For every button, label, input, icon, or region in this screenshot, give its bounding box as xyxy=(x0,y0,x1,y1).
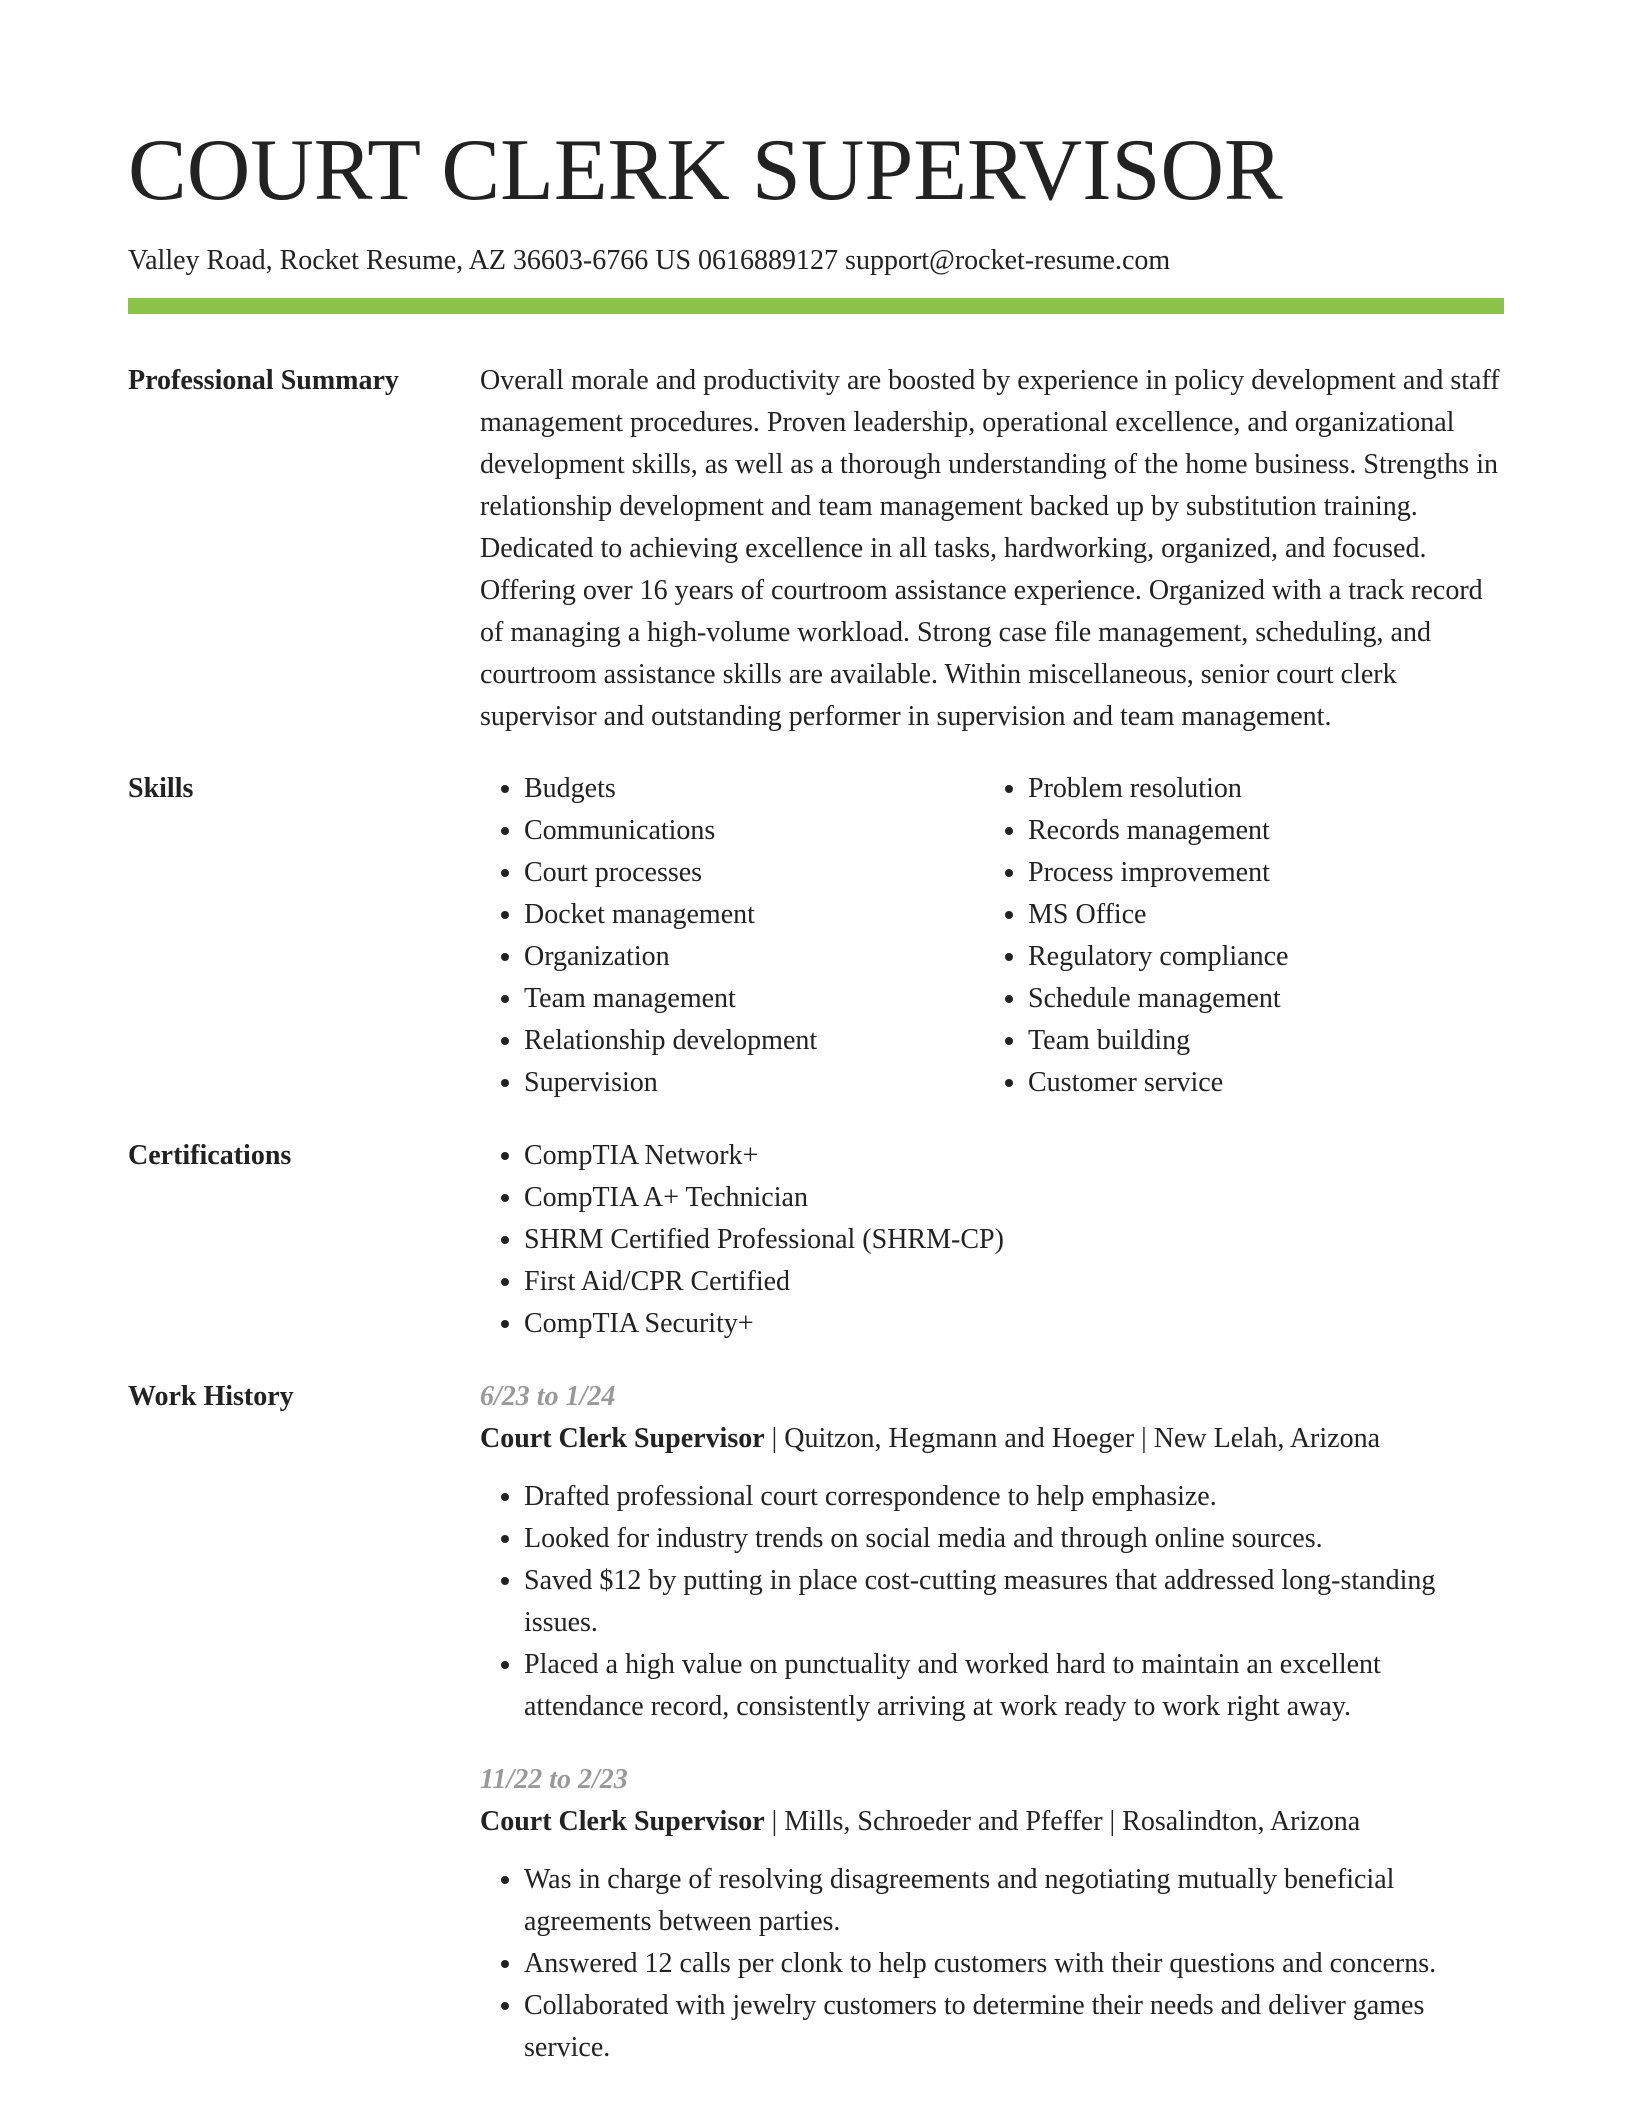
section-title-certifications: Certifications xyxy=(128,1140,292,1171)
skill-item: • Problem resolution xyxy=(1028,768,1488,810)
job-bullets xyxy=(480,1476,1504,1728)
skill-item: • MS Office xyxy=(1028,894,1488,936)
section-title-skills: Skills xyxy=(128,773,194,804)
skill-item: • Team building xyxy=(1028,1020,1488,1062)
job-details: | Mills, Schroeder and Pfeffer | Rosalindton, Arizona xyxy=(764,1806,1361,1837)
skills-column-right xyxy=(984,768,1488,1104)
skill-item: • Process improvement xyxy=(1028,852,1488,894)
job-entry xyxy=(480,1376,1504,1728)
job-title: Court Clerk Supervisor xyxy=(480,1423,765,1454)
skills-body xyxy=(480,768,1504,1104)
skill-item: • Customer service xyxy=(1028,1062,1488,1104)
skill-item: • Regulatory compliance xyxy=(1028,936,1488,978)
certification-item: • First Aid/CPR Certified xyxy=(524,1261,1504,1303)
skill-item: • Organization xyxy=(524,936,984,978)
job-bullet: • Collaborated with jewelry customers to determine their needs and deliver games service. xyxy=(524,1985,1504,2069)
skills-list-right xyxy=(984,768,1488,1104)
job-dates: 11/22 to 2/23 xyxy=(480,1764,628,1795)
certifications-list xyxy=(480,1135,1504,1345)
skill-item: • Docket management xyxy=(524,894,984,936)
job-bullet: • Saved $12 by putting in place cost-cutting measures that addressed long-standing issues. xyxy=(524,1560,1504,1644)
skill-item: • Schedule management xyxy=(1028,978,1488,1020)
job-dates: 6/23 to 1/24 xyxy=(480,1381,616,1412)
skill-item: • Supervision xyxy=(524,1062,984,1104)
skill-item: • Team management xyxy=(524,978,984,1020)
section-title-summary: Professional Summary xyxy=(128,365,399,396)
contact-line: Valley Road, Rocket Resume, AZ 36603-6766 US 0616889127 support@rocket-resume.com xyxy=(128,245,1171,276)
skill-item: • Relationship development xyxy=(524,1020,984,1062)
skills-list-left xyxy=(480,768,984,1104)
resume-page xyxy=(128,0,1504,2069)
resume-name: COURT CLERK SUPERVISOR xyxy=(128,122,1283,219)
certification-item: • SHRM Certified Professional (SHRM-CP) xyxy=(524,1219,1504,1261)
accent-divider xyxy=(128,298,1504,314)
job-details: | Quitzon, Hegmann and Hoeger | New Lelah, Arizona xyxy=(764,1423,1380,1454)
job-heading xyxy=(480,1418,1504,1460)
skill-item: • Budgets xyxy=(524,768,984,810)
job-bullet: • Placed a high value on punctuality and worked hard to maintain an excellent attendance record, consistently arriving at work ready to work right away. xyxy=(524,1644,1504,1728)
certification-item: • CompTIA A+ Technician xyxy=(524,1177,1504,1219)
job-title: Court Clerk Supervisor xyxy=(480,1806,765,1837)
work-history-body xyxy=(480,1376,1504,2069)
summary-section xyxy=(128,360,1504,738)
job-bullet: • Was in charge of resolving disagreements and negotiating mutually beneficial agreements between parties. xyxy=(524,1859,1504,1943)
job-entry xyxy=(480,1759,1504,2069)
certification-item: • CompTIA Network+ xyxy=(524,1135,1504,1177)
job-bullets xyxy=(480,1859,1504,2069)
skill-item: • Records management xyxy=(1028,810,1488,852)
skill-item: • Court processes xyxy=(524,852,984,894)
skill-item: • Communications xyxy=(524,810,984,852)
work-history-section xyxy=(128,1376,1504,2069)
certification-item: • CompTIA Security+ xyxy=(524,1303,1504,1345)
summary-body xyxy=(480,360,1504,738)
job-bullet: • Drafted professional court correspondence to help emphasize. xyxy=(524,1476,1504,1518)
skills-section xyxy=(128,768,1504,1104)
certifications-section xyxy=(128,1135,1504,1345)
skills-column-left xyxy=(480,768,984,1104)
section-title-work-history: Work History xyxy=(128,1381,294,1412)
job-heading xyxy=(480,1801,1504,1843)
summary-text: Overall morale and productivity are boosted by experience in policy development and staff management procedures. Proven leadership, operational excellence, and organizational development skills, as well as a thorough understanding of the home business. Strengths in relationship development and team management backed up by substitution training. Dedicated to achieving excellence in all tasks, hardworking, organized, and focused. Offering over 16 years of courtroom assistance experience. Organized with a track record of managing a high-volume workload. Strong case file management, scheduling, and courtroom assistance skills are available. Within miscellaneous, senior court clerk supervisor and outstanding performer in supervision and team management. xyxy=(480,365,1500,732)
job-bullet: • Looked for industry trends on social media and through online sources. xyxy=(524,1518,1504,1560)
certifications-body xyxy=(480,1135,1504,1345)
job-bullet: • Answered 12 calls per clonk to help customers with their questions and concerns. xyxy=(524,1943,1504,1985)
